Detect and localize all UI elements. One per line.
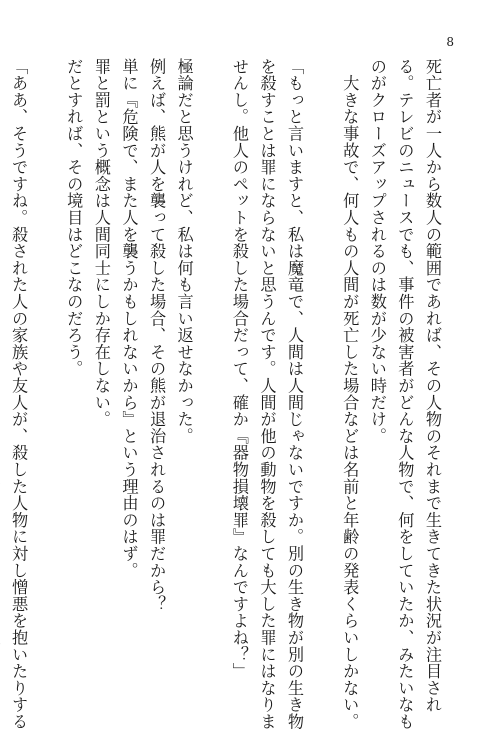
novel-text: [0, 58, 446, 730]
text-line: 大きな事故で、何人もの人間が死亡した場合などは名前と年齢の発表くらいしかない。: [340, 58, 360, 730]
text-line: を殺すことは罪にならないと思うんです。人間が他の動物を殺しても大した罪にはなりま: [257, 58, 277, 730]
text-line: 「もっと言いますと、私は魔竜で、人間は人間じゃないですか。別の生き物が別の生き物: [285, 58, 305, 730]
text-line: [0, 58, 5, 664]
text-line: だとすれば、その境目はどこなのだろう。: [64, 58, 84, 378]
text-line: せんし。他人のペットを殺した場合だって、確か『器物損壊罪』なんですよね？」: [229, 58, 249, 680]
text-line: 死亡者が一人から数人の範囲であれば、その人物のそれまで生きてきた状況が注目され: [423, 58, 442, 714]
text-line: のがクローズアップされるのは数が少ない時だけ。: [367, 58, 387, 445]
text-line: 極論だと思うけれど、私は何も言い返せなかった。: [174, 58, 194, 445]
text-line: 罪と罰という概念は人間同士にしか存在しない。: [91, 58, 111, 428]
paragraph-gap: [308, 58, 336, 664]
text-line: 単に『危険で、また人を襲うかもしれないから』という理由のはず。: [119, 58, 139, 579]
text-line: 例えば、熊が人を襲って殺した場合、その熊が退治されるのは罪だから？: [147, 58, 167, 613]
text-line: る。テレビのニュースでも、事件の被害者がどんな人物で、何をしていたか、みたいなも: [395, 58, 415, 730]
paragraph-gap: [198, 58, 226, 664]
text-line: 「ああ、そうですね。殺された人の家族や友人が、殺した人物に対し憎悪を抱いたりする: [9, 58, 29, 730]
paragraph-gap: [32, 58, 60, 664]
page-number: 8: [446, 35, 454, 49]
